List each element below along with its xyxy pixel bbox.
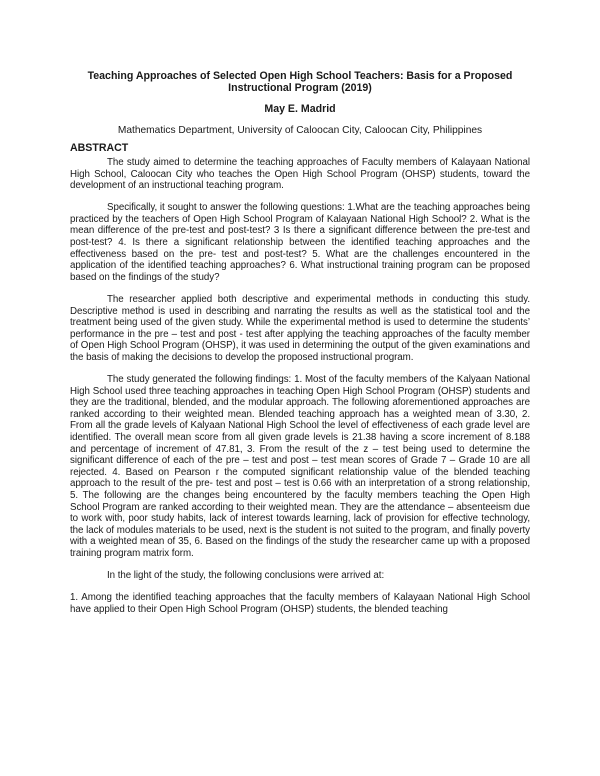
paper-title: Teaching Approaches of Selected Open High School Teachers: Basis for a Proposed Instructional Program (2019)	[87, 70, 513, 94]
author-name: May E. Madrid	[264, 103, 336, 115]
abstract-paragraph-3: The researcher applied both descriptive and experimental methods in conducting this study. Descriptive method is used in describing and narrating the results as well as the statistical tool and the treatment being used of the given study. While the experimental method is used to determine the students’ performance in the pre – test and post - test after applying the teaching approaches of the faculty member of Open High School Program (OHSP), it was used in determining the output of the given examinations and the basis of making the decisions to develop the proposed instructional program.	[70, 293, 530, 363]
conclusion-item-1: 1. Among the identified teaching approaches that the faculty members of Kalayaan National High School have applied to their Open High School Program (OHSP) students, the blended teaching	[70, 592, 530, 615]
abstract-paragraph-4: The study generated the following findings: 1. Most of the faculty members of the Kalyaan National High School used three teaching approaches in teaching Open High School Program (OHSP) students and they are the traditional, blended, and the modular approach. The following aforementioned approaches are ranked according to their weighted mean. Blended teaching approach has a weighted mean of 3.30, 2. From all the grade levels of Kalyaan National High School the level of effectiveness of each grade level are identified. The overall mean score from all given grade levels is 21.38 having a score increment of 8.188 and percentage of increment of 47.81, 3. From the result of the z – test being used to determine the significant difference of each of the pre – test and post – test mean scores of Grade 7 – Grade 10 are all rejected. 4. Based on Pearson r the computed significant relationship value of the blended teaching approach to the result of the pre- test and post – test is 0.66 with an interpretation of a strong relationship, 5. The following are the changes being encountered by the faculty members teaching the Open High School Program are ranked according to their weighted mean. They are the attendance – absenteeism due to work with, poor study habits, lack of interest towards learning, lack of provision for effective technology, the lack of modules materials to be used, next is the student is not suited to the program, and finally poverty with a weighted mean of 35, 6. Based on the findings of the study the researcher came up with a proposed training program matrix form.	[70, 374, 530, 559]
author-affiliation: Mathematics Department, University of Caloocan City, Caloocan City, Philippines	[117, 125, 483, 136]
paper-page	[70, 70, 530, 615]
abstract-paragraph-1: The study aimed to determine the teaching approaches of Faculty members of Kalayaan National High School, Caloocan City who teaches the Open High School Program (OHSP) students, toward the development of an instructional teaching program.	[70, 157, 530, 192]
conclusions-intro: In the light of the study, the following conclusions were arrived at:	[107, 570, 385, 581]
abstract-paragraph-2: Specifically, it sought to answer the following questions: 1.What are the teaching approaches being practiced by the teachers of Open High School Program of Kalayaan National High School? 2. What is the mean difference of the pre-test and post-test? 3 Is there a significant difference between the pre-test and post-test? 4. Is there a significant relationship between the identified teaching approaches and the effectiveness based on the pre- test and post-test? 5. What are the challenges encountered in the application of the identified teaching approaches? 6. What instructional training program can be proposed based on the findings of the study?	[70, 202, 530, 283]
abstract-heading: ABSTRACT	[70, 142, 129, 154]
